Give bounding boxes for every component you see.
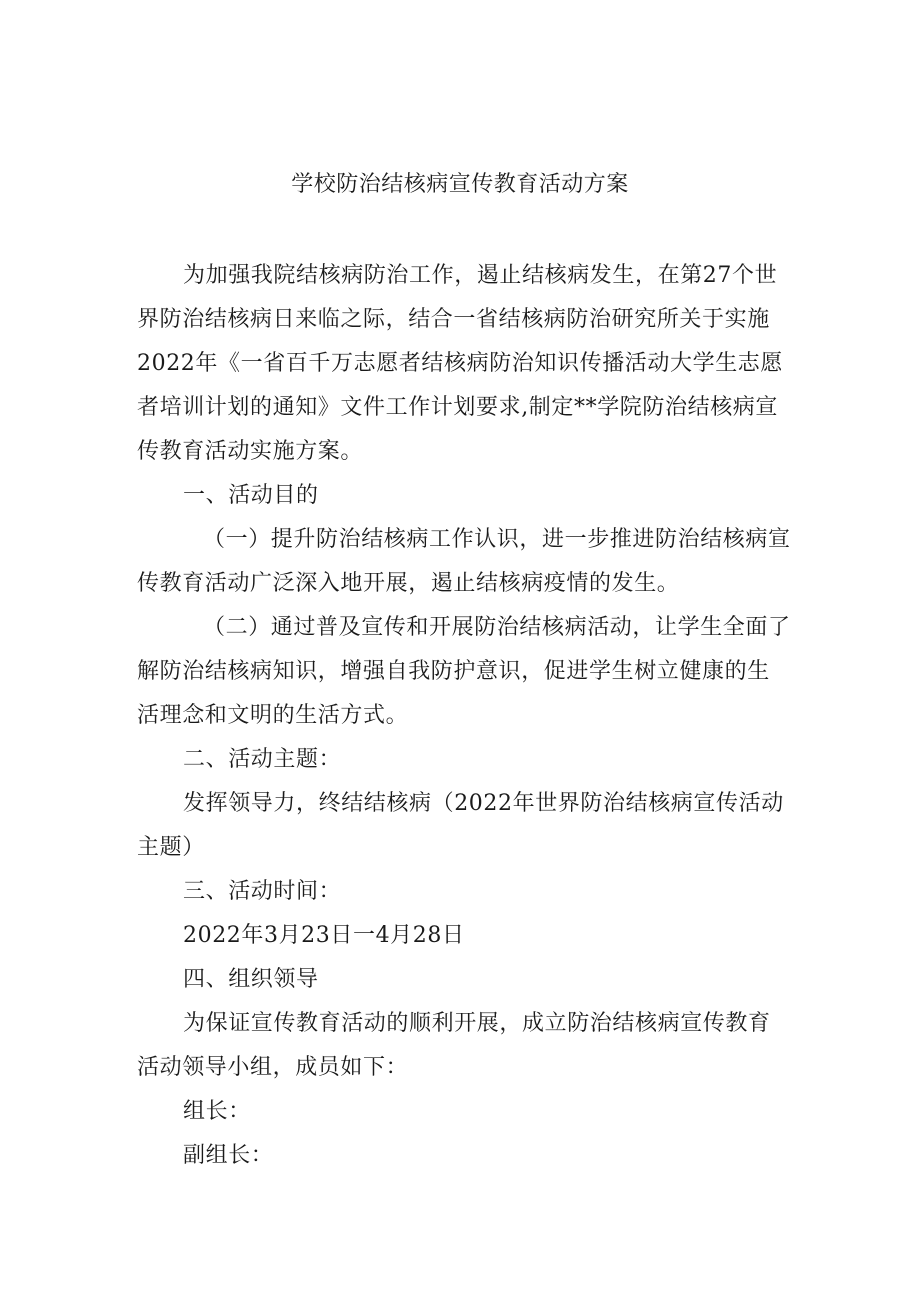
group-leader-line: 组长： — [183, 1099, 251, 1124]
section-heading-purpose: 一、活动目的 — [183, 483, 319, 508]
theme-paragraph: 发挥领导力，终结结核病（2022年世界防治结核病宣传活动主题） — [137, 791, 784, 860]
purpose-item-2: （二）通过普及宣传和开展防治结核病活动，让学生全面了解防治结核病知识，增强自我防护意识，促进学生树立健康的生活理念和文明的生活方式。 — [137, 615, 791, 728]
time-paragraph: 2022年3月23日一4月28日 — [183, 923, 465, 948]
section-heading-theme: 二、活动主题： — [183, 747, 342, 772]
document-title: 学校防治结核病宣传教育活动方案 — [291, 172, 629, 197]
purpose-item-1: （一）提升防治结核病工作认识，进一步推进防治结核病宣传教育活动广泛深入地开展，遏止结核病疫情的发生。 — [137, 527, 791, 596]
section-heading-time: 三、活动时间： — [183, 879, 342, 904]
section-heading-organization: 四、组织领导 — [183, 967, 319, 992]
organization-paragraph: 为保证宣传教育活动的顺利开展，成立防治结核病宣传教育活动领导小组，成员如下： — [137, 1011, 771, 1080]
deputy-leader-line: 副组长： — [183, 1143, 274, 1168]
intro-paragraph: 为加强我院结核病防治工作，遏止结核病发生，在第27个世界防治结核病日来临之际，结合一省结核病防治研究所关于实施2022年《一省百千万志愿者结核病防治知识传播活动大学生志愿者培训计划的通知》文件工作计划要求,制定**学院防治结核病宣传教育活动实施方案。 — [137, 263, 783, 464]
document-body — [137, 254, 792, 1178]
